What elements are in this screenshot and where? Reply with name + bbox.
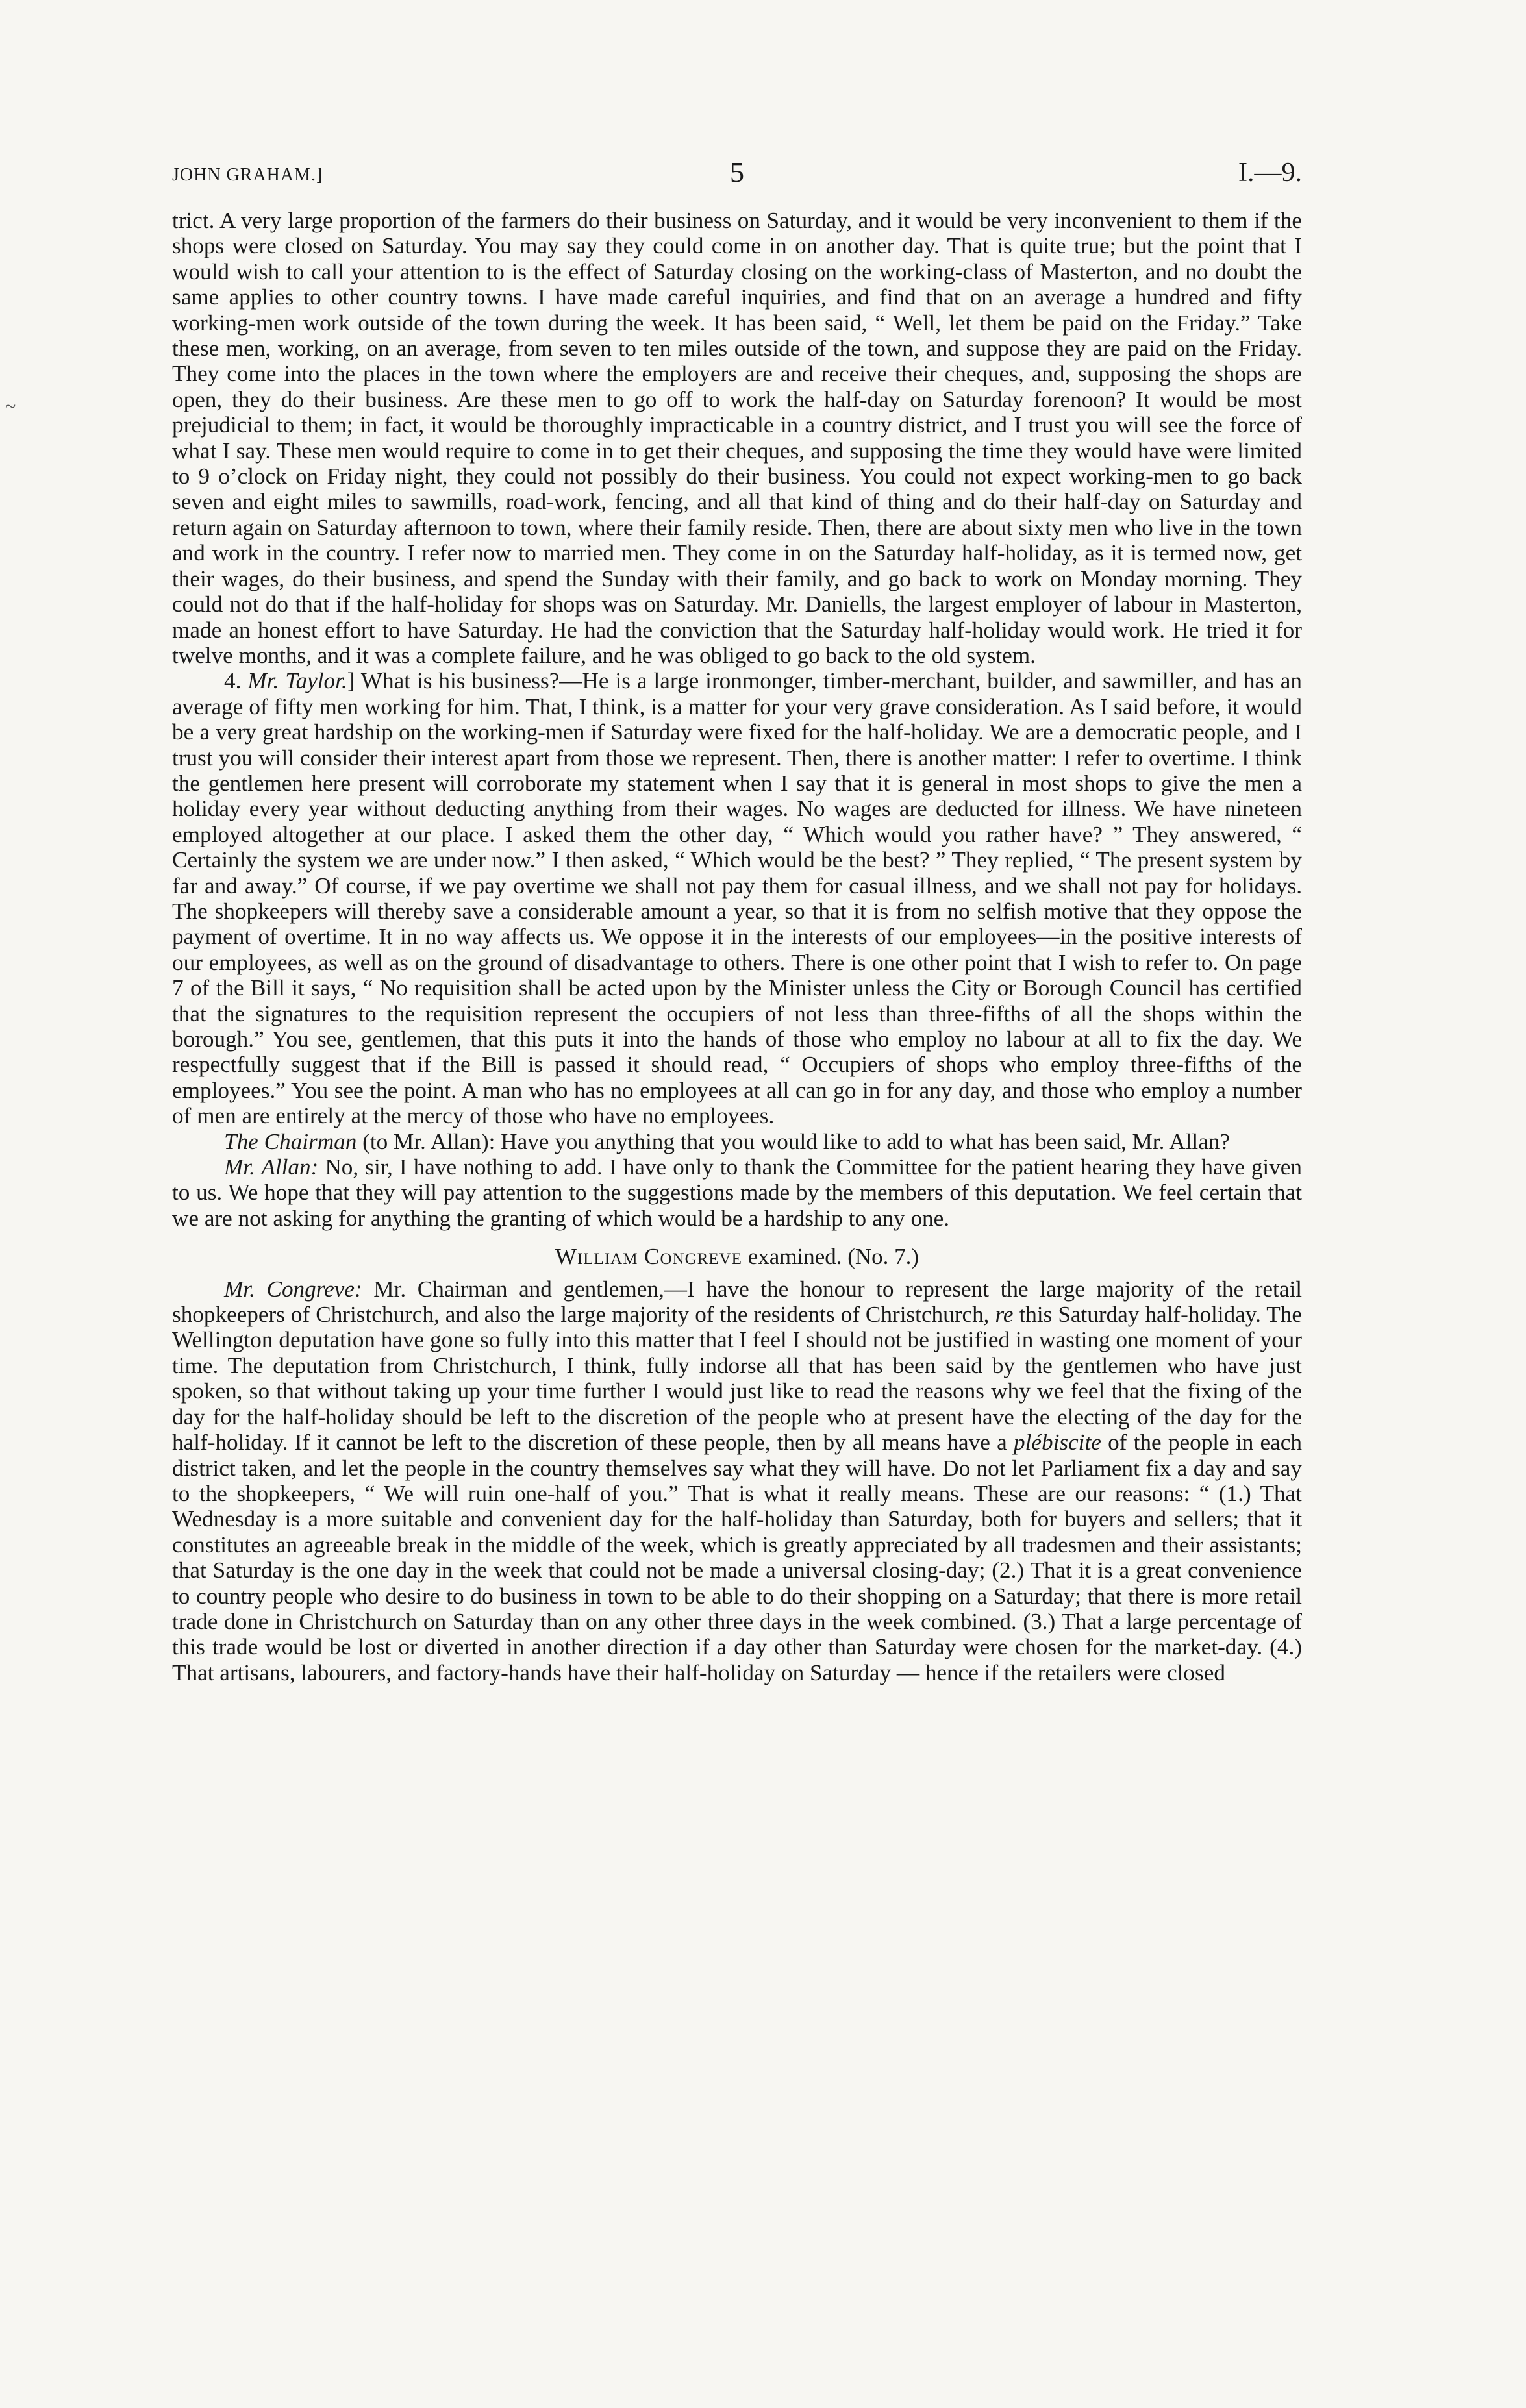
section-heading — [172, 1244, 1302, 1269]
paragraph — [172, 1154, 1302, 1231]
text-run: (to Mr. Allan): Have you anything that you would like to add to what has been said, Mr. Allan? — [356, 1128, 1231, 1154]
running-header — [172, 156, 1302, 201]
italic-text: Mr. Congreve: — [224, 1276, 362, 1302]
text-run: trict. A very large proportion of the farmers do their business on Saturday, and it would be very inconvenient to them if the shops were closed on Saturday. You may say they could come in on another day. That is quite true; but the point that I would wish to call your attention to is the effect of Saturday closing on the working-class of Masterton, and no doubt the same applies to other country towns. I have made careful inquiries, and find that on an average a hundred and fifty working-men work outside of the town during the week. It has been said, “ Well, let them be paid on the Friday.” Take these men, working, on an average, from seven to ten miles outside of the town, and suppose they are paid on the Friday. They come into the places in the town where the employers are and receive their cheques, and, supposing the shops are open, they do their business. Are these men to go off to work the half-day on Saturday forenoon? It would be most prejudicial to them; in fact, it would be thoroughly impracticable in a country district, and I trust you will see the force of what I say. These men would require to come in to get their cheques, and supposing the time they would have were limited to 9 o’clock on Friday night, they could not possibly do their business. You could not expect working-men to go back seven and eight miles to sawmills, road-work, fencing, and all that kind of thing and do their half-day on Saturday and return again on Saturday afternoon to town, where their family reside. Then, there are about sixty men who live in the town and work in the country. I refer now to married men. They come in on the Saturday half-holiday, as it is termed now, get their wages, do their business, and spend the Sunday with their family, and go back to work on Monday morning. They could not do that if the half-holiday for shops was on Saturday. Mr. Daniells, the largest employer of labour in Masterton, made an honest effort to have Saturday. He had the conviction that the Saturday half-holiday would work. He tried it for twelve months, and it was a complete failure, and he was obliged to go back to the old system. — [172, 208, 1302, 668]
margin-mark: ~ — [5, 396, 16, 417]
paragraph — [172, 1129, 1302, 1154]
paragraph — [172, 208, 1302, 668]
text-run: ] What is his business?—He is a large ironmonger, timber-merchant, builder, and sawmiller, and has an average of fifty men working for him. That, I think, is a matter for your very grave consideration. As I said before, it would be a very great hardship on the working-men if Saturday were fixed for the half-holiday. We are a democratic people, and I trust you will consider their interest apart from those we represent. Then, there is another matter: I refer to overtime. I think the gentlemen here present will corroborate my statement when I say that it is general in most shops to give the men a holiday every year without deducting anything from their wages. No wages are deducted for illness. We have nineteen employed altogether at our place. I asked them the other day, “ Which would you rather have? ” They answered, “ Certainly the system we are under now.” I then asked, “ Which would be the best? ” They replied, “ The present system by far and away.” Of course, if we pay overtime we shall not pay them for casual illness, and we shall not pay for holidays. The shopkeepers will thereby save a considerable amount a year, so that it is from no selfish motive that they oppose the payment of overtime. It in no way affects us. We oppose it in the interests of our employees—in the positive interests of our employees, as well as on the ground of disadvantage to others. There is one other point that I wish to refer to. On page 7 of the Bill it says, “ No requisition shall be acted upon by the Minister unless the City or Borough Council has certified that the signatures to the requisition represent the occupiers of not less than three-fifths of all the shops within the borough.” You see, gentlemen, that this puts it into the hands of those who employ no labour at all to fix the day. We respectfully suggest that if the Bill is passed it should read, “ Occupiers of shops who employ three-fifths of the employees.” You see the point. A man who has no employees at all can go in for any day, and those who employ a number of men are entirely at the mercy of those who have no employees. — [172, 668, 1302, 1129]
text-run: No, sir, I have nothing to add. I have only to thank the Committee for the patient hearing they have given to us. We hope that they will pay attention to the suggestions made by the members of this deputation. We feel certain that we are not asking for anything the granting of which would be a hardship to any one. — [172, 1154, 1302, 1231]
document-page — [172, 156, 1302, 1685]
page-number: 5 — [730, 156, 744, 188]
header-speaker: JOHN GRAHAM.] — [172, 165, 323, 185]
italic-text: The Chairman — [224, 1128, 357, 1154]
text-run: 4. — [224, 668, 248, 694]
text-run: of the people in each district taken, and let the people in the country themselves say what they will have. Do not let Parliament fix a day and say to the shopkeepers, “ We will ruin one-half of you.” That is what it really means. These are our reasons: “ (1.) That Wednesday is a more suitable and convenient day for the half-holiday than Saturday, both for buyers and sellers; that it constitutes an agreeable break in the middle of the week, which is greatly appreciated by all tradesmen and their assistants; that Saturday is the one day in the week that could not be made a universal closing-day; (2.) That it is a great convenience to country people who desire to do business in town to be able to do their shopping on a Saturday; that there is more retail trade done in Christchurch on Saturday than on any other three days in the week combined. (3.) That a large percentage of this trade would be lost or diverted in another direction if a day other than Saturday were chosen for the market-day. (4.) That artisans, labourers, and factory-hands have their half-holiday on Saturday — hence if the retailers were closed — [172, 1430, 1302, 1685]
body-text — [172, 208, 1302, 1685]
italic-text: re — [995, 1302, 1014, 1328]
text-run: examined. (No. 7.) — [742, 1244, 919, 1270]
italic-text: Mr. Taylor. — [247, 668, 347, 694]
text-run: this Saturday half-holiday. The Wellington deputation have gone so fully into this matter that I feel I should not be justified in wasting one moment of your time. The deputation from Christchurch, I think, fully indorse all that has been said by the gentlemen who have just spoken, so that without taking up your time further I would just like to read the reasons why we feel that the fixing of the day for the half-holiday should be left to the discretion of the people who at present have the electing of the day for the half-holiday. If it cannot be left to the discretion of these people, then by all means have a — [172, 1302, 1302, 1456]
italic-text: Mr. Allan: — [224, 1154, 319, 1180]
paragraph — [172, 668, 1302, 1128]
text-run: Mr. Chairman and gentlemen,—I have the honour to represent the large majority of the retail shopkeepers of Christchurch, and also the large majority of the residents of Christchurch, — [172, 1276, 1302, 1328]
paper-reference: I.—9. — [1238, 158, 1302, 188]
witness-name: William Congreve — [555, 1244, 742, 1270]
paragraph — [172, 1276, 1302, 1686]
italic-text: plébiscite — [1014, 1430, 1101, 1456]
